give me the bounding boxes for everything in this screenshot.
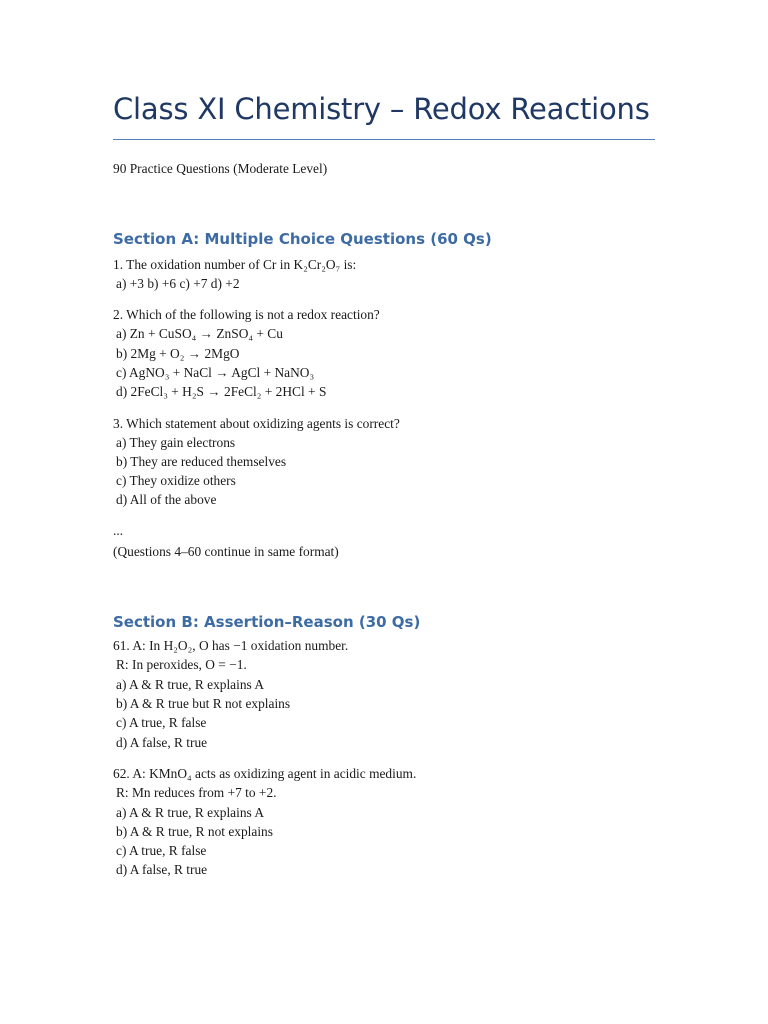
question-2-option-c: c) AgNO₃ + NaCl → AgCl + NaNO₃ bbox=[116, 365, 315, 380]
question-2-option-a: a) Zn + CuSO₄ → ZnSO₄ + Cu bbox=[116, 326, 283, 341]
title-underline bbox=[113, 139, 655, 140]
question-62-option-d: d) A false, R true bbox=[116, 862, 208, 877]
section-b-heading: Section B: Assertion–Reason (30 Qs) bbox=[113, 613, 421, 631]
question-62-reason: R: Mn reduces from +7 to +2. bbox=[116, 785, 277, 800]
question-3-option-b: b) They are reduced themselves bbox=[116, 454, 287, 469]
question-3-option-d: d) All of the above bbox=[116, 492, 217, 507]
ellipsis: ... bbox=[113, 523, 124, 538]
question-3-stem: 3. Which statement about oxidizing agents is correct? bbox=[113, 416, 400, 431]
question-1-stem: 1. The oxidation number of Cr in K₂Cr₂O₇ is: bbox=[113, 257, 357, 272]
question-61-reason: R: In peroxides, O = −1. bbox=[116, 657, 247, 672]
question-62-assertion: 62. A: KMnO₄ acts as oxidizing agent in acidic medium. bbox=[113, 766, 417, 781]
continuation-note: (Questions 4–60 continue in same format) bbox=[113, 544, 339, 559]
question-2-option-b: b) 2Mg + O₂ → 2MgO bbox=[116, 346, 240, 361]
question-1-options: a) +3 b) +6 c) +7 d) +2 bbox=[116, 276, 240, 291]
question-61-assertion: 61. A: In H₂O₂, O has −1 oxidation number. bbox=[113, 638, 349, 653]
question-2-stem: 2. Which of the following is not a redox reaction? bbox=[113, 307, 380, 322]
question-61-option-c: c) A true, R false bbox=[116, 715, 207, 730]
question-61-option-b: b) A & R true but R not explains bbox=[116, 696, 291, 711]
document-title: Class XI Chemistry – Redox Reactions bbox=[113, 92, 650, 126]
question-61-option-a: a) A & R true, R explains A bbox=[116, 677, 265, 692]
question-62-option-c: c) A true, R false bbox=[116, 843, 207, 858]
question-62-option-a: a) A & R true, R explains A bbox=[116, 805, 265, 820]
question-2-option-d: d) 2FeCl₃ + H₂S → 2FeCl₂ + 2HCl + S bbox=[116, 384, 327, 399]
question-3-option-a: a) They gain electrons bbox=[116, 435, 236, 450]
question-3-option-c: c) They oxidize others bbox=[116, 473, 236, 488]
section-a-heading: Section A: Multiple Choice Questions (60 Qs) bbox=[113, 230, 492, 248]
question-62-option-b: b) A & R true, R not explains bbox=[116, 824, 273, 839]
question-61-option-d: d) A false, R true bbox=[116, 735, 208, 750]
document-subtitle: 90 Practice Questions (Moderate Level) bbox=[113, 161, 328, 176]
